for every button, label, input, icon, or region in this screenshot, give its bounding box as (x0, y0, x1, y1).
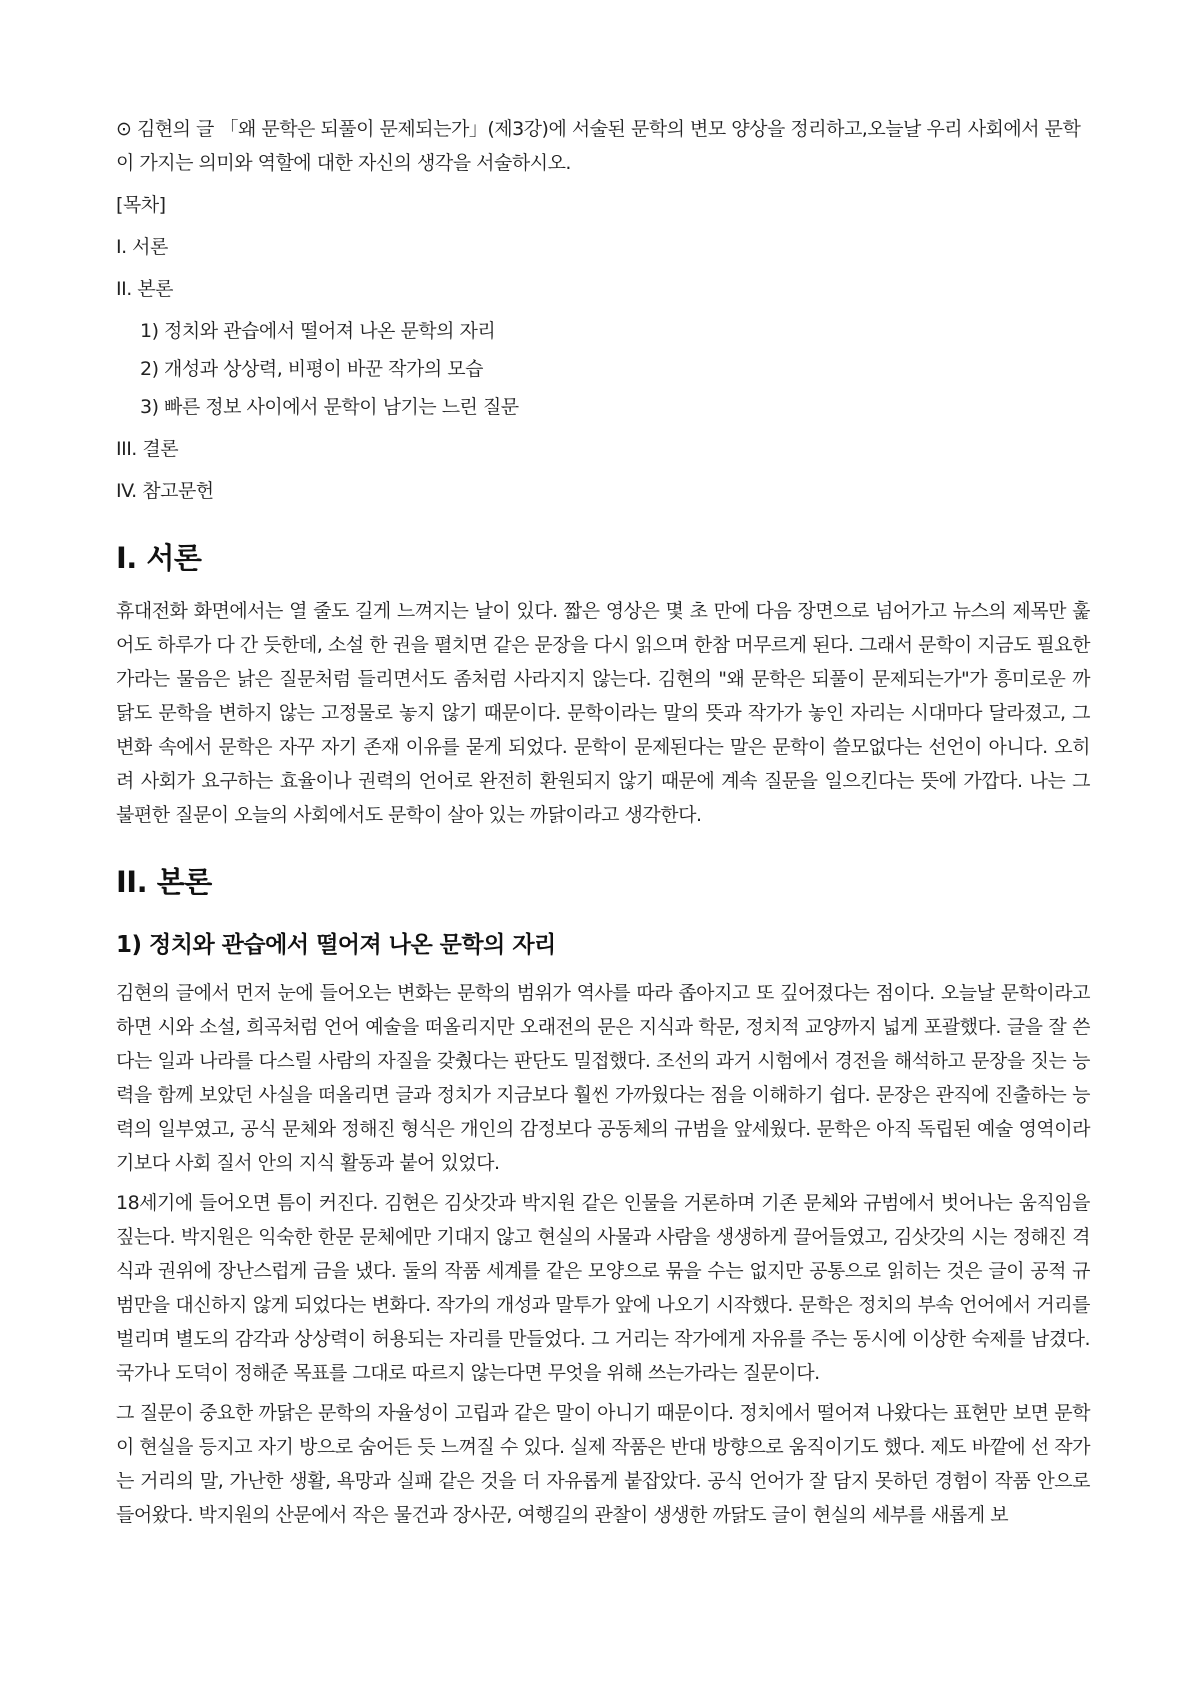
toc-sub-item-2: 2) 개성과 상상력, 비평이 바꾼 작가의 모습 (140, 358, 483, 380)
toc-heading: [목차] (116, 194, 166, 216)
toc-item-references: IV. 참고문헌 (116, 480, 214, 502)
intro-paragraph: 휴대전화 화면에서는 열 줄도 길게 느껴지는 날이 있다. 짧은 영상은 몇 초 만에 다음 장면으로 넘어가고 뉴스의 제목만 훑어도 하루가 다 간 듯한데, 소설 한 권을 펼치면 같은 문장을 다시 읽으며 한참 머무르게 된다. 그래서 문학이 지금도 필요한가라는 물음은 낡은 질문처럼 들리면서도 좀처럼 사라지지 않는다. 김현의 "왜 문학은 되풀이 문제되는가"가 흥미로운 까닭도 문학을 변하지 않는 고정물로 놓지 않기 때문이다. 문학이라는 말의 뜻과 작가가 놓인 자리는 시대마다 달라졌고, 그 변화 속에서 문학은 자꾸 자기 존재 이유를 묻게 되었다. 문학이 문제된다는 말은 문학이 쓸모없다는 선언이 아니다. 오히려 사회가 요구하는 효율이나 권력의 언어로 완전히 환원되지 않기 때문에 계속 질문을 일으킨다는 뜻에 가깝다. 나는 그 불편한 질문이 오늘의 사회에서도 문학이 살아 있는 까닭이라고 생각한다. (116, 600, 1090, 826)
toc-sub-item-1: 1) 정치와 관습에서 떨어져 나온 문학의 자리 (140, 320, 496, 342)
table-of-contents (116, 188, 1090, 508)
assignment-prompt: ⊙ 김현의 글 「왜 문학은 되풀이 문제되는가」(제3강)에 서술된 문학의 변모 양상을 정리하고,오늘날 우리 사회에서 문학이 가지는 의미와 역할에 대한 자신의 생각을 서술하시오. (116, 118, 1081, 174)
body-paragraph: 김현의 글에서 먼저 눈에 들어오는 변화는 문학의 범위가 역사를 따라 좁아지고 또 깊어졌다는 점이다. 오늘날 문학이라고 하면 시와 소설, 희곡처럼 언어 예술을 떠올리지만 오래전의 문은 지식과 학문, 정치적 교양까지 넓게 포괄했다. 글을 잘 쓴다는 일과 나라를 다스릴 사람의 자질을 갖췄다는 판단도 밀접했다. 조선의 과거 시험에서 경전을 해석하고 문장을 짓는 능력을 함께 보았던 사실을 떠올리면 글과 정치가 지금보다 훨씬 가까웠다는 점을 이해하기 쉽다. 문장은 관직에 진출하는 능력의 일부였고, 공식 문체와 정해진 형식은 개인의 감정보다 공동체의 규범을 앞세웠다. 문학은 아직 독립된 예술 영역이라기보다 사회 질서 안의 지식 활동과 붙어 있었다. (116, 982, 1090, 1174)
subsection-title-1: 1) 정치와 관습에서 떨어져 나온 문학의 자리 (116, 932, 556, 958)
body-paragraph: 그 질문이 중요한 까닭은 문학의 자율성이 고립과 같은 말이 아니기 때문이다. 정치에서 떨어져 나왔다는 표현만 보면 문학이 현실을 등지고 자기 방으로 숨어든 듯 느껴질 수 있다. 실제 작품은 반대 방향으로 움직이기도 했다. 제도 바깥에 선 작가는 거리의 말, 가난한 생활, 욕망과 실패 같은 것을 더 자유롭게 붙잡았다. 공식 언어가 잘 담지 못하던 경험이 작품 안으로 들어왔다. 박지원의 산문에서 작은 물건과 장사꾼, 여행길의 관찰이 생생한 까닭도 글이 현실의 세부를 새롭게 보 (116, 1402, 1090, 1526)
toc-item-body: II. 본론 (116, 278, 173, 300)
document-page (116, 112, 1090, 1538)
section-title-intro: I. 서론 (116, 541, 202, 575)
body-paragraph: 18세기에 들어오면 틈이 커진다. 김현은 김삿갓과 박지원 같은 인물을 거론하며 기존 문체와 규범에서 벗어나는 움직임을 짚는다. 박지원은 익숙한 한문 문체에만 기대지 않고 현실의 사물과 사람을 생생하게 끌어들였고, 김삿갓의 시는 정해진 격식과 권위에 장난스럽게 금을 냈다. 둘의 작품 세계를 같은 모양으로 묶을 수는 없지만 공통으로 읽히는 것은 글이 공적 규범만을 대신하지 않게 되었다는 변화다. 작가의 개성과 말투가 앞에 나오기 시작했다. 문학은 정치의 부속 언어에서 거리를 벌리며 별도의 감각과 상상력이 허용되는 자리를 만들었다. 그 거리는 작가에게 자유를 주는 동시에 이상한 숙제를 남겼다. 국가나 도덕이 정해준 목표를 그대로 따르지 않는다면 무엇을 위해 쓰는가라는 질문이다. (116, 1192, 1090, 1384)
toc-item-intro: I. 서론 (116, 236, 168, 258)
section-title-body: II. 본론 (116, 865, 212, 899)
toc-item-conclusion: III. 결론 (116, 438, 179, 460)
toc-sub-item-3: 3) 빠른 정보 사이에서 문학이 남기는 느린 질문 (140, 396, 519, 418)
